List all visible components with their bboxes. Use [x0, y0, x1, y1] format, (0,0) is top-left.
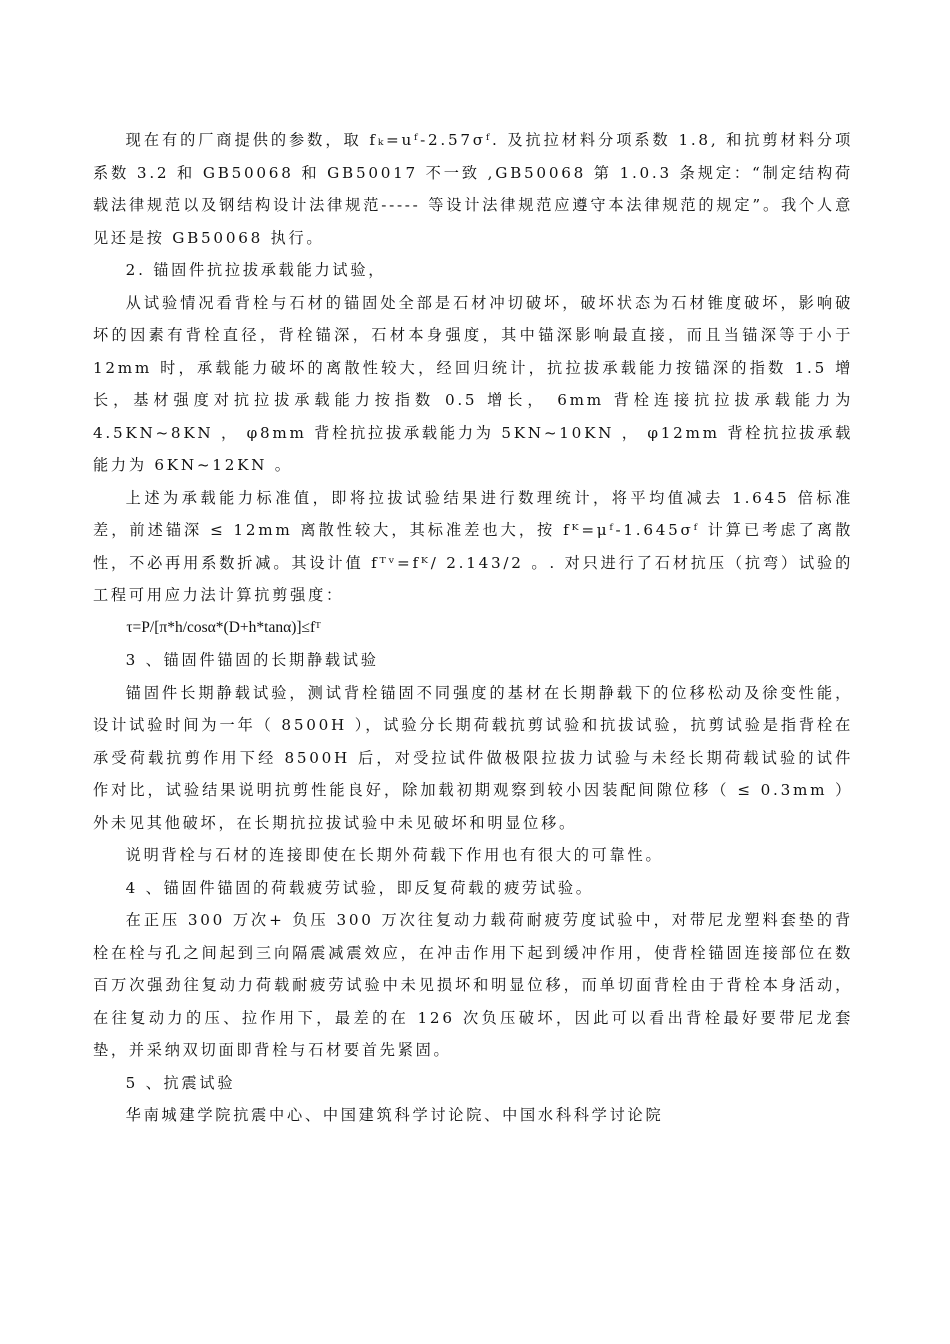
heading-seismic-test: 5 、抗震试验 — [125, 1073, 236, 1092]
paragraph-fatigue-results: 在正压 300 万次+ 负压 300 万次往复动力载荷耐疲劳度试验中，对带尼龙塑料套垫的背栓在栓与孔之间起到三向隔震减震效应，在冲击作用下起到缓冲作用，使背栓锚固连接部位在数百万次强劲往复动力荷载耐疲劳试验中未见损坏和明显位移，而单切面背栓由于背栓本身活动，在往复动力的压、拉作用下，最差的在 126 次负压破坏，因此可以看出背栓最好要带尼龙套垫，并采纳双切面即背栓与石材要首先紧固。 — [93, 911, 853, 1059]
heading-pullout-test: 2. 锚固件抗拉拔承载能力试验， — [125, 261, 387, 279]
paragraph-seismic-institutes: 华南城建学院抗震中心、中国建筑科学讨论院、中国水科科学讨论院 — [125, 1106, 664, 1124]
paragraph-static-load-results: 锚固件长期静载试验，测试背栓锚固不同强度的基材在长期静载下的位移松动及徐变性能，设计试验时间为一年（ 8500H ），试验分长期荷载抗剪试验和抗拔试验，抗剪试验是指背栓在承受荷载抗剪作用下经 8500H 后，对受拉试件做极限拉拔力试验与未经长期荷载试验的试件作对比，试验结果说明抗剪性能良好，除加载初期观察到较小因装配间隙位移（ ≤ 0.3mm ）外未见其他破坏，在长期抗拉拔试验中未见破坏和明显位移。 — [93, 683, 853, 832]
heading-fatigue-test: 4 、锚固件锚固的荷载疲劳试验，即反复荷载的疲劳试验。 — [125, 878, 594, 897]
paragraph-pullout-results: 从试验情况看背栓与石材的锚固处全部是石材冲切破坏，破坏状态为石材锥度破坏，影响破坏的因素有背栓直径，背栓锚深，石材本身强度，其中锚深影响最直接，而且当锚深等于小于 12mm 时，承载能力破坏的离散性较大，经回归统计，抗拉拔承载能力按锚深的指数 1.5 增长，基材强度对抗拉拔承载能力按指数 0.5 增长， 6mm 背栓连接抗拉拔承载能力为 4.5KN~8KN ， φ8mm 背栓抗拉拔承载能力为 5KN~10KN ， φ12mm 背栓抗拉拔承载能力为 6KN~12KN 。 — [93, 293, 853, 474]
heading-static-load-test: 3 、锚固件锚固的长期静载试验 — [125, 651, 379, 669]
document-page — [93, 124, 853, 1132]
paragraph-reliability: 说明背栓与石材的连接即使在长期外荷载下作用也有很大的可靠性。 — [125, 846, 664, 864]
formula-shear-strength: τ=P/[π*h/cosα*(D+h*tanα)]≤fᵀ — [126, 618, 321, 636]
paragraph-parameters: 现在有的厂商提供的参数，取 fₖ=uᶠ-2.57σᶠ. 及抗拉材料分项系数 1.8, 和抗剪材料分项系数 3.2 和 GB50068 和 GB50017 不一致 ,GB50068 第 1.0.3 条规定：“制定结构荷载法律规范以及钢结构设计法律规范----- 等设计法律规范应遵守本法律规范的规定”。我个人意见还是按 GB50068 执行。 — [93, 131, 853, 247]
paragraph-standard-values: 上述为承载能力标准值，即将拉拔试验结果进行数理统计，将平均值减去 1.645 倍标准差，前述锚深 ≤ 12mm 离散性较大，其标准差也大，按 fᴷ=μᶠ-1.645σᶠ 计算已考虑了离散性，不必再用系数折减。其设计值 fᵀᵛ=fᴷ/ 2.143/2 。. 对只进行了石材抗压（抗弯）试验的工程可用应力法计算抗剪强度： — [93, 488, 853, 604]
